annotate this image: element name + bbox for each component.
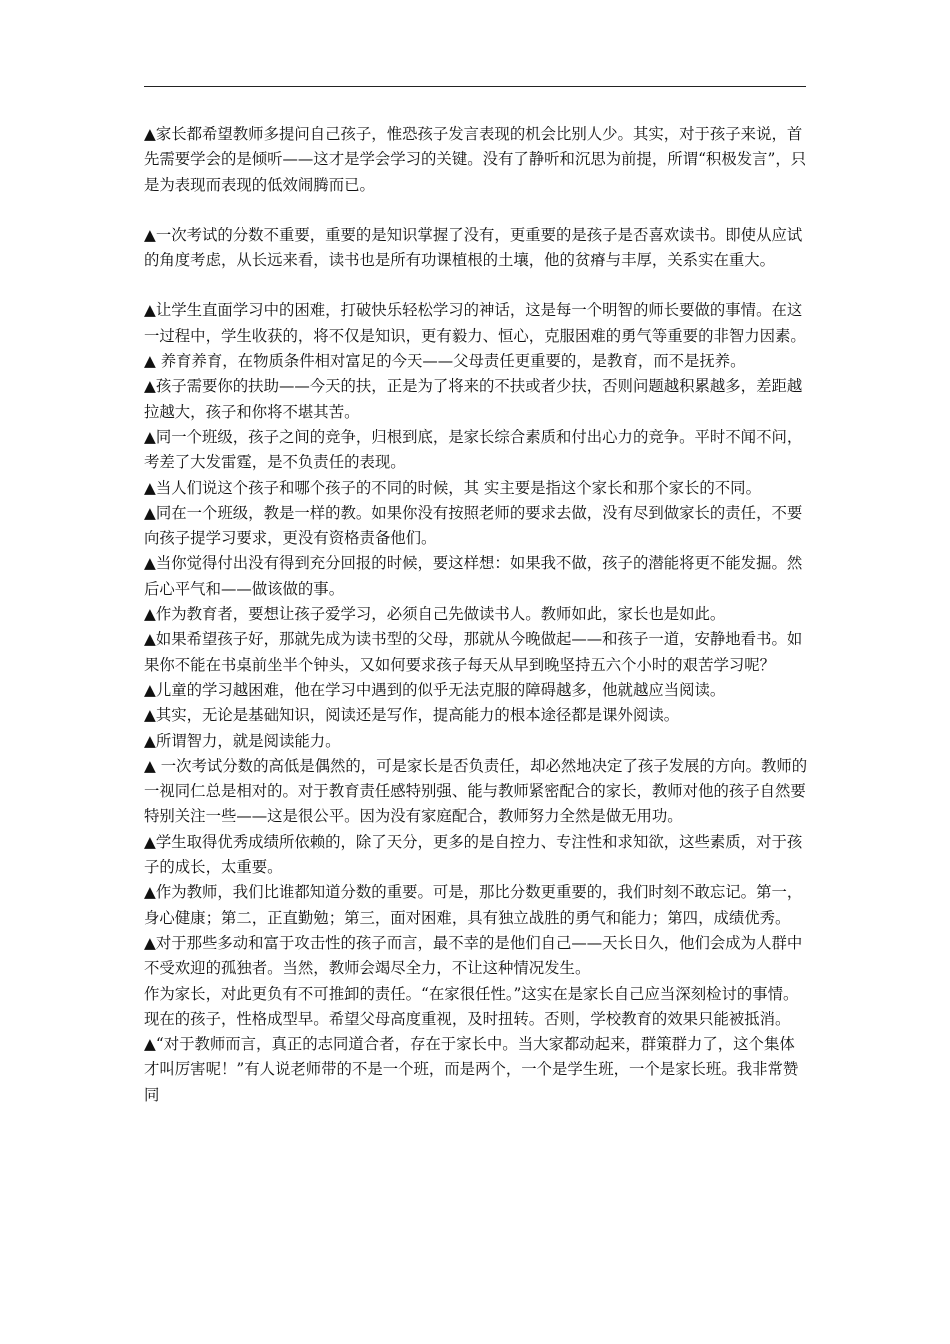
paragraph-spacer <box>144 273 808 298</box>
paragraph: ▲作为教育者，要想让孩子爱学习，必须自己先做读书人。教师如此，家长也是如此。 <box>144 605 726 624</box>
header-rule <box>144 86 806 87</box>
paragraph: ▲学生取得优秀成绩所依赖的，除了天分，更多的是自控力、专注性和求知欲，这些素质，对于孩子的成长，太重要。 <box>144 832 803 877</box>
paragraph: ▲家长都希望教师多提问自己孩子，惟恐孩子发言表现的机会比别人少。其实，对于孩子来说，首先需要学会的是倾听——这才是学会学习的关键。没有了静听和沉思为前提，所谓“积极发言”，只是为表现而表现的低效闹腾而已。 <box>144 125 807 194</box>
paragraph: ▲ 一次考试分数的高低是偶然的，可是家长是否负责任，却必然地决定了孩子发展的方向。教师的一视同仁总是相对的。对于教育责任感特别强、能与教师紧密配合的家长，教师对他的孩子自然要特别关注一些——这是很公平。因为没有家庭配合，教师努力全然是做无用功。 <box>144 756 808 826</box>
paragraph: ▲同一个班级，孩子之间的竞争，归根到底，是家长综合素质和付出心力的竞争。平时不闻不问，考差了大发雷霆，是不负责任的表现。 <box>144 427 803 472</box>
paragraph: ▲当人们说这个孩子和哪个孩子的不同的时候，其 实主要是指这个家长和那个家长的不同。 <box>144 478 761 497</box>
paragraph: ▲当你觉得付出没有得到充分回报的时候，要这样想：如果我不做，孩子的潜能将更不能发掘。然后心平气和——做该做的事。 <box>144 554 803 598</box>
paragraph: ▲孩子需要你的扶助——今天的扶，正是为了将来的不扶或者少扶，否则问题越积累越多，差距越拉越大，孩子和你将不堪其苦。 <box>144 377 803 421</box>
paragraph: ▲如果希望孩子好，那就先成为读书型的父母，那就从今晚做起——和孩子一道，安静地看书。如果你不能在书桌前坐半个钟头，又如何要求孩子每天从早到晚坚持五六个小时的艰苦学习呢？ <box>144 630 803 674</box>
paragraph-spacer <box>144 198 808 223</box>
paragraph: ▲儿童的学习越困难，他在学习中遇到的似乎无法克服的障碍越多，他就越应当阅读。 <box>144 680 726 699</box>
paragraph: ▲“对于教师而言，真正的志同道合者，存在于家长中。当大家都动起来，群策群力了，这个集体才叫厉害呢！”有人说老师带的不是一个班，而是两个，一个是学生班，一个是家长班。我非常赞同 <box>144 1035 799 1104</box>
paragraph: ▲所谓智力，就是阅读能力。 <box>144 731 341 750</box>
document-body <box>144 122 808 1108</box>
paragraph: ▲一次考试的分数不重要，重要的是知识掌握了没有，更重要的是孩子是否喜欢读书。即使从应试的角度考虑，从长远来看，读书也是所有功课植根的土壤，他的贫瘠与丰厚，关系实在重大。 <box>144 225 803 270</box>
paragraph: 作为家长，对此更负有不可推卸的责任。“在家很任性。”这实在是家长自己应当深刻检讨的事情。现在的孩子，性格成型早。希望父母高度重视，及时扭转。否则，学校教育的效果只能被抵消。 <box>144 984 799 1028</box>
paragraph: ▲ 养育养育，在物质条件相对富足的今天——父母责任更重要的，是教育，而不是抚养。 <box>144 352 746 371</box>
paragraph: ▲作为教师，我们比谁都知道分数的重要。可是，那比分数更重要的，我们时刻不敢忘记。第一，身心健康；第二，正直勤勉；第三，面对困难，具有独立战胜的勇气和能力；第四，成绩优秀。 <box>144 883 803 927</box>
paragraph: ▲其实，无论是基础知识，阅读还是写作，提高能力的根本途径都是课外阅读。 <box>144 706 680 725</box>
paragraph: ▲同在一个班级，教是一样的教。如果你没有按照老师的要求去做，没有尽到做家长的责任，不要向孩子提学习要求，更没有资格责备他们。 <box>144 503 803 548</box>
paragraph: ▲对于那些多动和富于攻击性的孩子而言，最不幸的是他们自己——天长日久，他们会成为人群中不受欢迎的孤独者。当然，教师会竭尽全力，不让这种情况发生。 <box>144 933 803 978</box>
paragraph: ▲让学生直面学习中的困难，打破快乐轻松学习的神话，这是每一个明智的师长要做的事情。在这一过程中，学生收获的，将不仅是知识，更有毅力、恒心，克服困难的勇气等重要的非智力因素。 <box>144 301 806 345</box>
